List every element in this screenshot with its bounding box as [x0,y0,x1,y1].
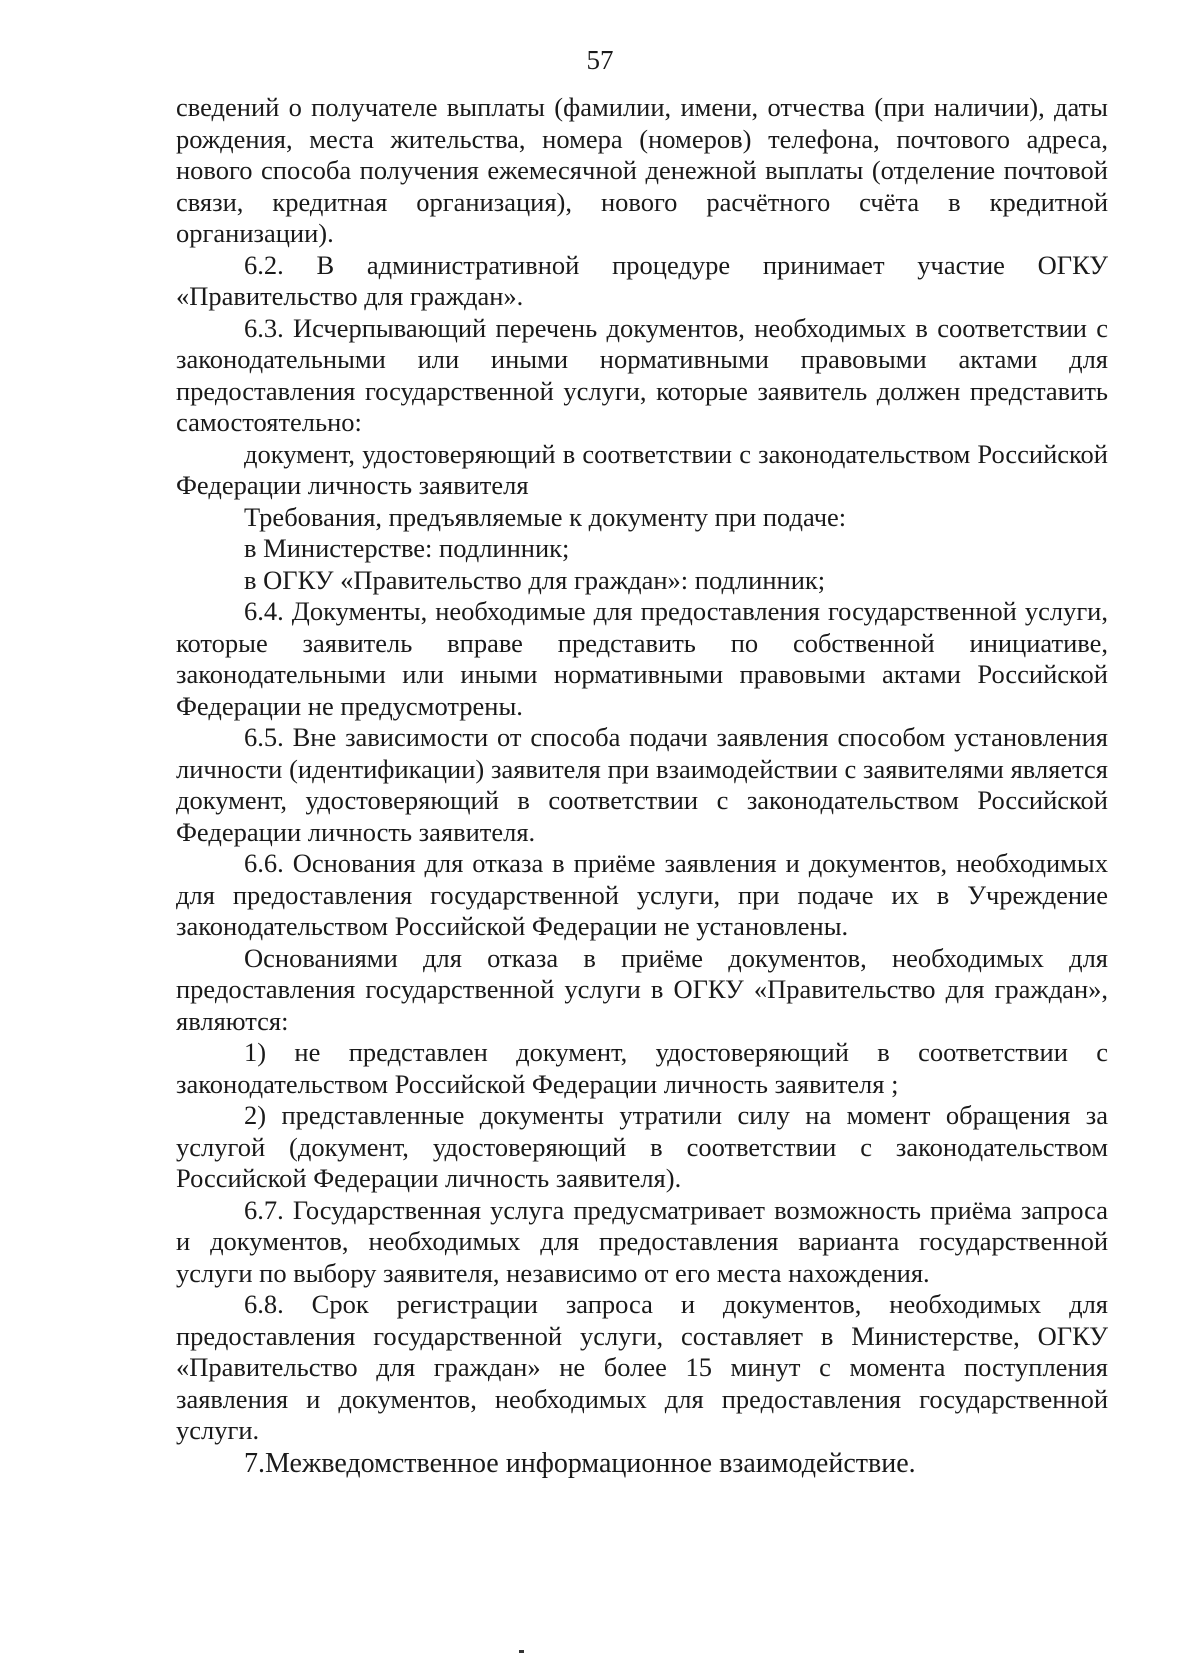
paragraph-refusal-grounds: Основаниями для отказа в приёме документов, необходимых для предоставления государственной услуги в ОГКУ «Правительство для граждан», являются: [176,942,1108,1036]
paragraph-6-5: 6.5. Вне зависимости от способа подачи заявления способом установления личности (идентификации) заявителя при взаимодействии с заявителями является документ, удостоверяющий в соответствии с законодательством Российской Федерации личность заявителя. [176,722,1108,847]
page-number: 57 [586,45,614,75]
paragraph-6-8: 6.8. Срок регистрации запроса и документов, необходимых для предоставления государственной услуги, составляет в Министерстве, ОГКУ «Правительство для граждан» не более 15 минут с момента поступления заявления и документов, необходимых для предоставления государственной услуги. [176,1289,1108,1445]
paragraph-identity-document: документ, удостоверяющий в соответствии с законодательством Российской Федерации личность заявителя [176,438,1108,500]
paragraph-6-6: 6.6. Основания для отказа в приёме заявления и документов, необходимых для предоставления государственной услуги, при подаче их в Учреждение законодательством Российской Федерации не установлены. [176,848,1108,941]
paragraph-6-2: 6.2. В административной процедуре принимает участие ОГКУ «Правительство для граждан». [176,249,1108,311]
list-item-2: 2) представленные документы утратили силу на момент обращения за услугой (документ, удостоверяющий в соответствии с законодательством Российской Федерации личность заявителя). [176,1100,1108,1193]
paragraph-recipient-details: сведений о получателе выплаты (фамилии, имени, отчества (при наличии), даты рождения, места жительства, номера (номеров) телефона, почтового адреса, нового способа получения ежемесячной денежной выплаты (отделение почтовой связи, кредитная организация), нового расчётного счёта в кредитной организации). [176,92,1108,248]
paragraph-6-4: 6.4. Документы, необходимые для предоставления государственной услуги, которые заявитель вправе представить по собственной инициативе, законодательными или иными нормативными правовыми актами Российской Федерации не предусмотрены. [176,596,1108,721]
page-content [176,92,1108,1481]
scan-mark [519,1650,524,1653]
paragraph-6-7: 6.7. Государственная услуга предусматривает возможность приёма запроса и документов, необходимых для предоставления варианта государственной услуги по выбору заявителя, независимо от его места нахождения. [176,1194,1108,1288]
paragraph-document-requirements: Требования, предъявляемые к документу при подаче: [244,501,847,532]
paragraph-ministry-original: в Министерстве: подлинник; [244,533,570,563]
list-item-1: 1) не представлен документ, удостоверяющий в соответствии с законодательством Российской Федерации личность заявителя ; [176,1037,1108,1099]
paragraph-6-3: 6.3. Исчерпывающий перечень документов, необходимых в соответствии с законодательными или иными нормативными правовыми актами для предоставления государственной услуги, которые заявитель должен представить самостоятельно: [176,312,1108,437]
section-heading-7: 7.Межведомственное информационное взаимодействие. [244,1447,916,1479]
paragraph-ogku-original: в ОГКУ «Правительство для граждан»: подлинник; [244,564,826,595]
